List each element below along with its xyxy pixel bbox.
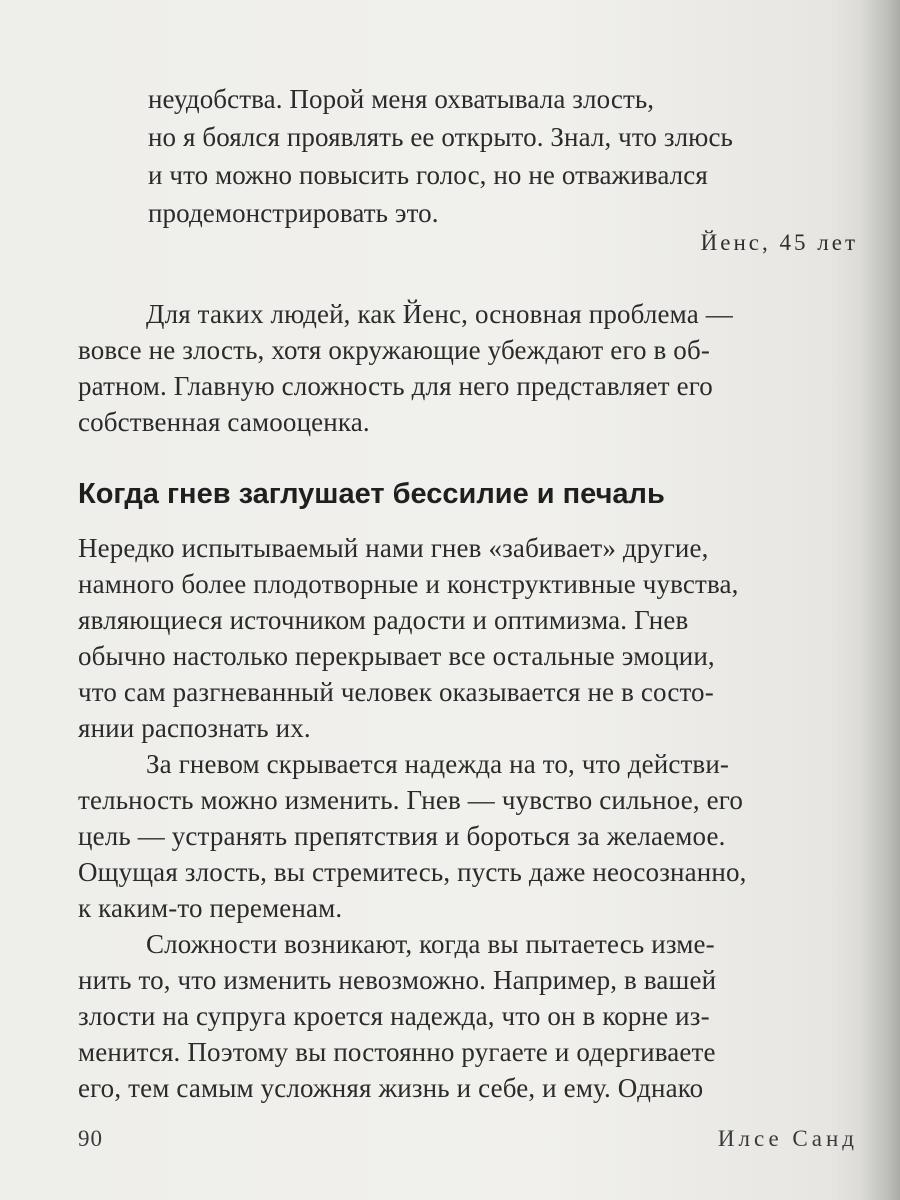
text-line: что сам разгневанный человек оказывается не в состо-	[78, 677, 714, 707]
text-line: За гневом скрывается надежда на то, что действи-	[146, 749, 730, 779]
paragraph-2	[78, 746, 868, 926]
text-line: тельность можно изменить. Гнев — чувство сильное, его	[78, 785, 743, 815]
quote-line: но я боялся проявлять ее открыто. Знал, что злюсь	[148, 122, 733, 152]
text-line: Нередко испытываемый нами гнев «забивает» другие,	[78, 533, 709, 563]
quote-line: и что можно повысить голос, но не отваживался	[148, 160, 708, 190]
text-line: намного более плодотворные и конструктивные чувства,	[78, 569, 739, 599]
text-line: обычно настолько перекрывает все остальные эмоции,	[78, 641, 715, 671]
paragraph-3	[78, 926, 868, 1106]
text-line: Сложности возникают, когда вы пытаетесь изме-	[146, 929, 715, 959]
quote-attribution: Йенс, 45 лет	[700, 230, 858, 255]
text-line: его, тем самым усложняя жизнь и себе, и ему. Однако	[78, 1073, 704, 1103]
text-line: Ощущая злость, вы стремитесь, пусть даже неосознанно,	[78, 857, 747, 887]
text-line: собственная самооценка.	[78, 407, 370, 437]
text-line: нить то, что изменить невозможно. Например, в вашей	[78, 965, 717, 995]
text-line: вовсе не злость, хотя окружающие убеждают его в об-	[78, 335, 710, 365]
text-line: янии распознать их.	[78, 713, 311, 743]
page-footer	[78, 1126, 868, 1160]
text-line: ратном. Главную сложность для него представляет его	[78, 371, 713, 401]
intro-paragraph	[78, 296, 868, 440]
quote-block	[148, 80, 858, 232]
section-body	[78, 530, 868, 1106]
text-line: злости на супруга кроется надежда, что он в корне из-	[78, 1001, 710, 1031]
text-line: менится. Поэтому вы постоянно ругаете и одергиваете	[78, 1037, 716, 1067]
quote-line: неудобства. Порой меня охватывала злость,	[148, 84, 655, 114]
quote-line: продемонстрировать это.	[148, 198, 439, 228]
text-line: цель — устранять препятствия и бороться за желаемое.	[78, 821, 726, 851]
paragraph-1	[78, 530, 868, 746]
section-heading: Когда гнев заглушает бессилие и печаль	[78, 478, 665, 510]
text-line: к каким-то переменам.	[78, 893, 343, 923]
page-number: 90	[78, 1126, 103, 1151]
text-line: являющиеся источником радости и оптимизма. Гнев	[78, 605, 689, 635]
author-name: Илсе Санд	[717, 1126, 858, 1151]
text-line: Для таких людей, как Йенс, основная проблема —	[146, 299, 733, 329]
